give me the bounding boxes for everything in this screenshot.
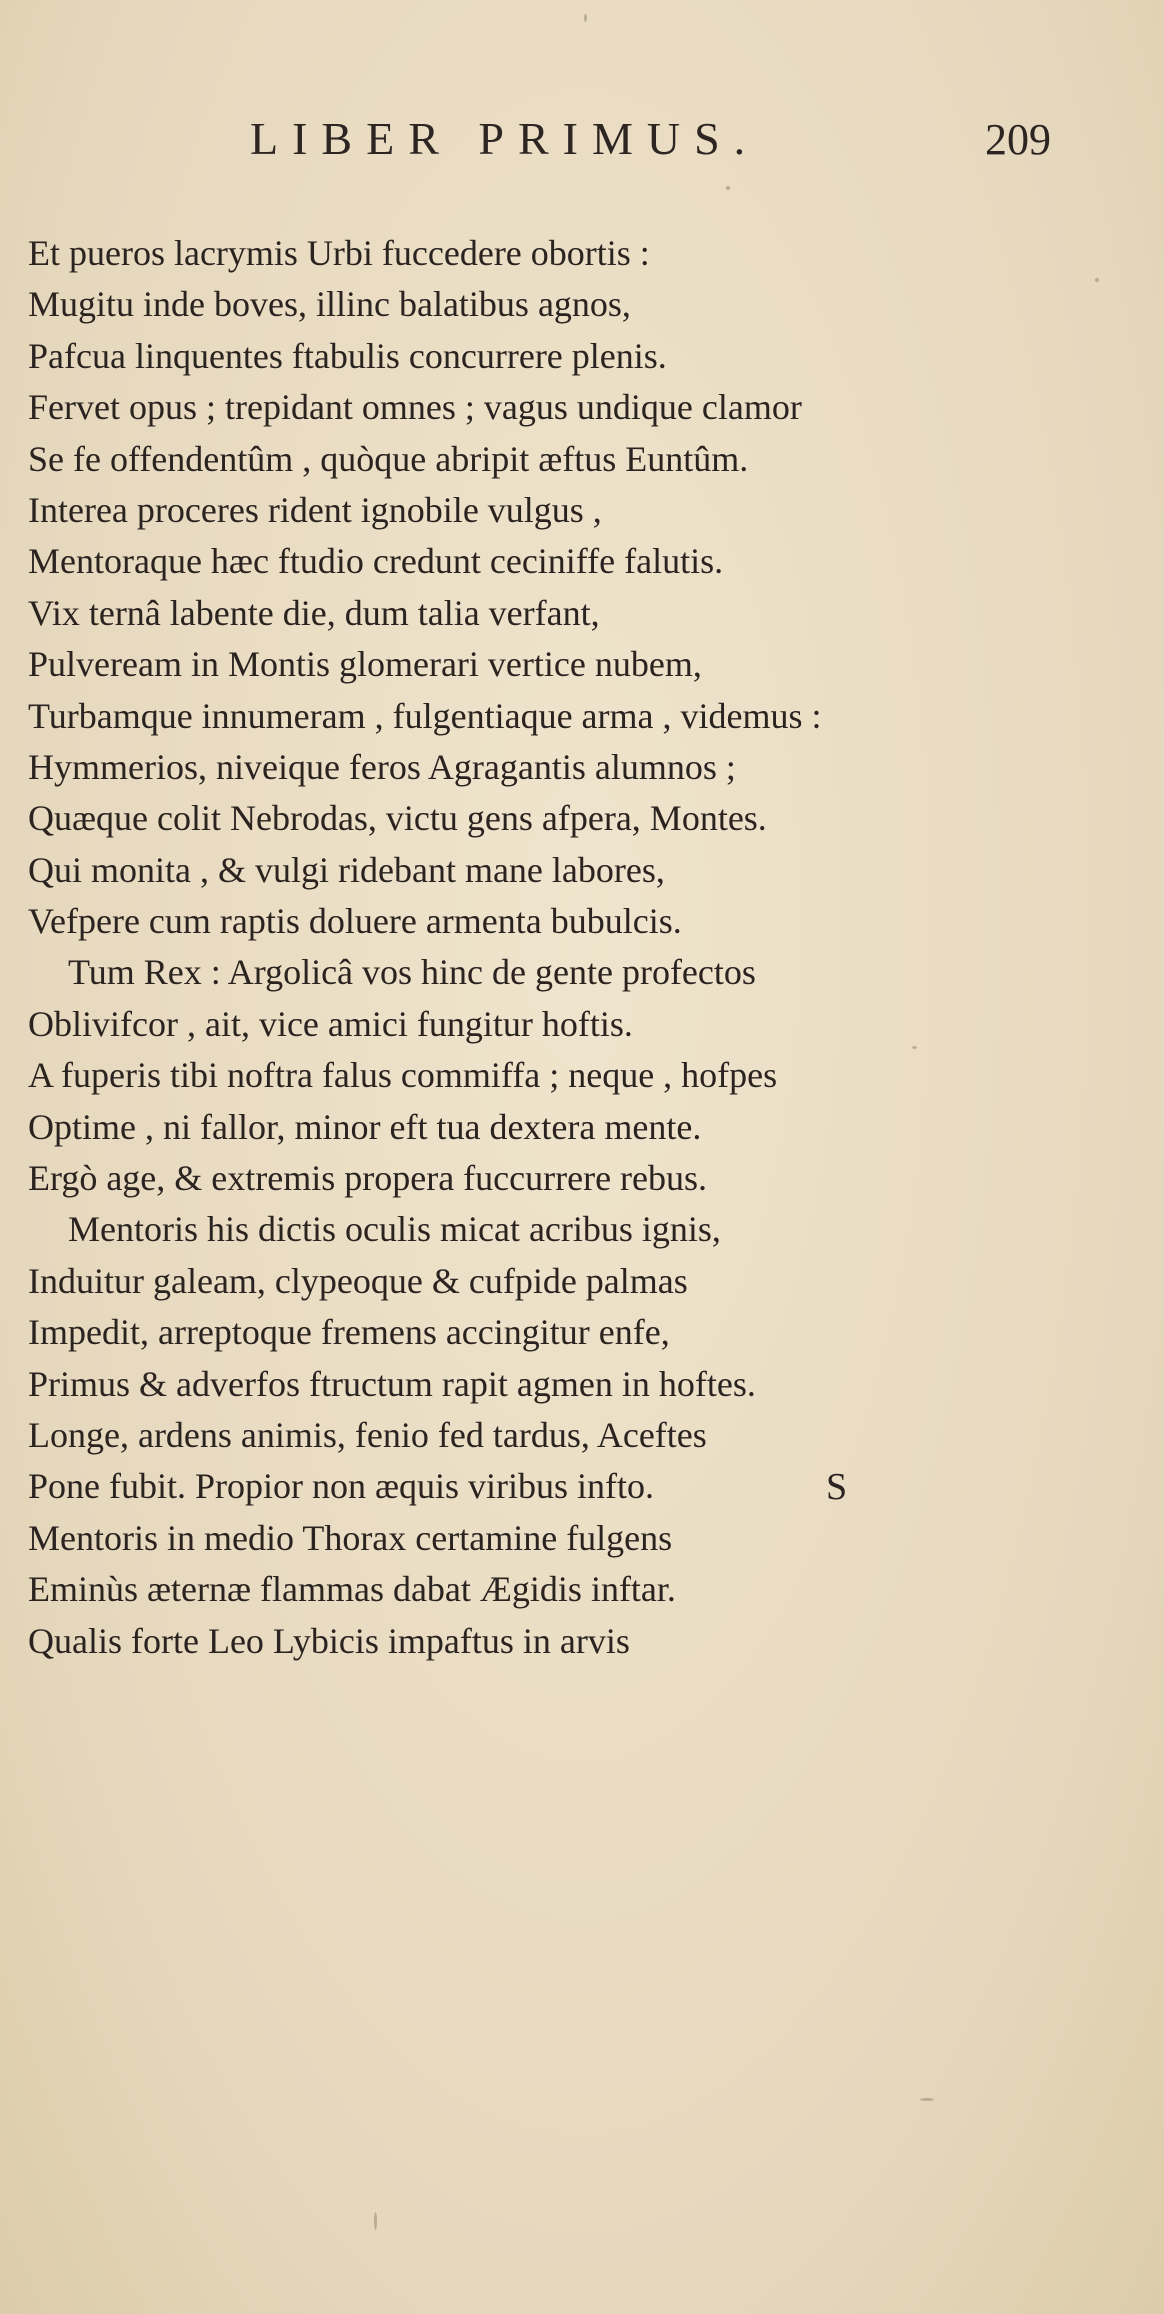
verse-line: Se fe offendentûm , quòque abripit æftus Euntûm. [28,438,749,479]
running-title: LIBER PRIMUS. [250,113,760,164]
paper-speck [726,186,730,190]
paper-speck [1095,278,1099,282]
verse-line: Pone fubit. Propior non æquis viribus infto. [28,1466,655,1507]
verse-line: Vix ternâ labente die, dum talia verfant, [28,592,600,633]
paper-speck [920,2098,934,2101]
verse-line: Quæque colit Nebrodas, victu gens afpera, Montes. [28,798,767,839]
verse-line: Oblivifcor , ait, vice amici fungitur hoftis. [28,1003,633,1044]
verse-line: Qualis forte Leo Lybicis impaftus in arvis [28,1620,630,1661]
verse-line: Impedit, arreptoque fremens accingitur enfe, [28,1312,670,1353]
verse-line: A fuperis tibi noftra falus commiffa ; neque , hofpes [28,1055,778,1096]
verse-line: Ergò age, & extremis propera fuccurrere rebus. [28,1158,708,1199]
verse-line: Mentoris his dictis oculis micat acribus ignis, [68,1209,721,1250]
verse-line: Mentoris in medio Thorax certamine fulgens [28,1517,673,1558]
verse-line: Pulveream in Montis glomerari vertice nubem, [28,644,702,685]
verse-line: Interea proceres rident ignobile vulgus , [28,489,602,530]
verse-line: Eminùs æternæ flammas dabat Ægidis inftar. [28,1569,676,1610]
paper-speck [374,2212,377,2230]
verse-line: Mentoraque hæc ftudio credunt ceciniffe falutis. [28,541,724,582]
verse-line: Induitur galeam, clypeoque & cufpide palmas [28,1260,688,1301]
paper-speck [584,14,587,22]
verse-line: Hymmerios, niveique feros Agragantis alumnos ; [28,746,736,787]
running-head [0,112,1164,172]
verse-text [28,228,1128,1667]
verse-line: Pafcua linquentes ftabulis concurrere plenis. [28,335,667,376]
verse-line: Longe, ardens animis, fenio fed tardus, Aceftes [28,1414,707,1455]
verse-line: Optime , ni fallor, minor eft tua dextera mente. [28,1106,702,1147]
verse-line: Primus & adverfos ftructum rapit agmen in hoftes. [28,1363,756,1404]
catchword: S [826,1466,848,1508]
page-number: 209 [985,115,1051,164]
verse-line: Turbamque innumeram , fulgentiaque arma , videmus : [28,695,822,736]
verse-line: Et pueros lacrymis Urbi fuccedere obortis : [28,233,650,273]
verse-line: Vefpere cum raptis doluere armenta bubulcis. [28,901,682,942]
verse-line: Tum Rex : Argolicâ vos hinc de gente profectos [68,952,756,993]
paper-speck [912,1046,917,1049]
verse-line: Qui monita , & vulgi ridebant mane labores, [28,849,665,890]
verse-line: Mugitu inde boves, illinc balatibus agnos, [28,284,631,325]
verse-line: Fervet opus ; trepidant omnes ; vagus undique clamor [28,387,802,428]
